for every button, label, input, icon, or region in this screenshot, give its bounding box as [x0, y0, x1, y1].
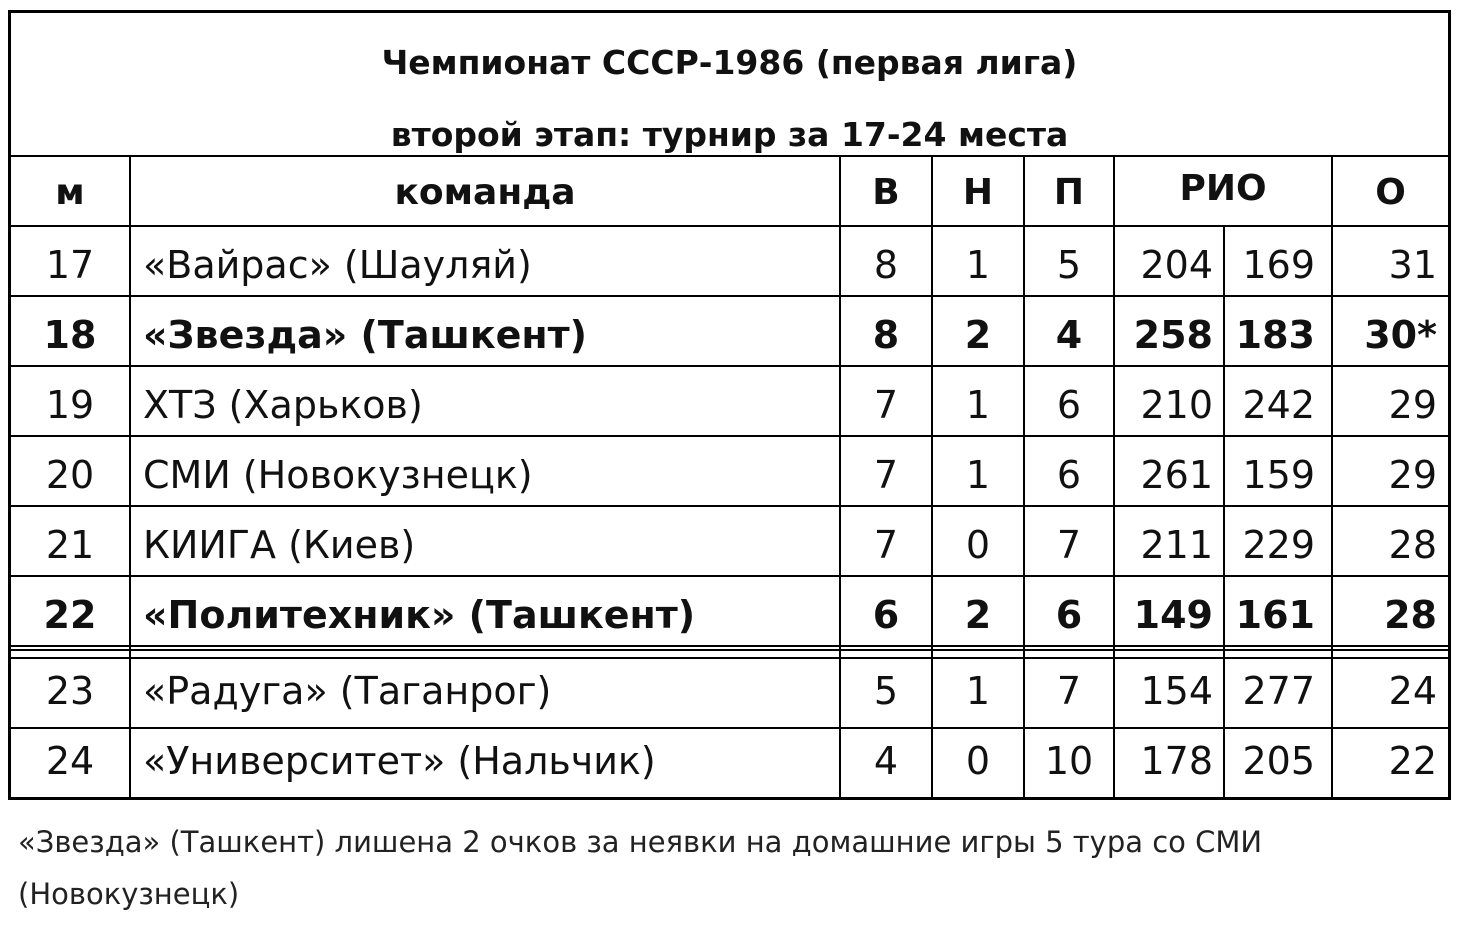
losses-cell: 6	[1056, 383, 1082, 427]
row-separator	[11, 365, 1448, 367]
scored-cell: 261	[1140, 453, 1213, 497]
points-cell: 28	[1388, 523, 1437, 567]
losses-cell: 7	[1056, 523, 1082, 567]
points-cell: 28	[1384, 593, 1437, 637]
title-separator	[11, 155, 1448, 157]
place-cell: 19	[45, 383, 95, 427]
wins-cell: 4	[873, 739, 899, 783]
points-cell: 30*	[1364, 313, 1437, 357]
points-cell: 29	[1388, 453, 1437, 497]
wins-cell: 8	[873, 243, 899, 287]
row-separator	[11, 645, 1448, 647]
team-cell: СМИ (Новокузнецк)	[143, 453, 533, 497]
points-cell: 24	[1388, 669, 1437, 713]
team-cell: «Звезда» (Ташкент)	[143, 313, 588, 357]
row-separator	[11, 295, 1448, 297]
team-cell: «Вайрас» (Шауляй)	[143, 243, 532, 287]
draws-cell: 1	[965, 383, 991, 427]
conceded-cell: 242	[1242, 383, 1315, 427]
conceded-cell: 159	[1242, 453, 1315, 497]
team-cell: «Радуга» (Таганрог)	[143, 669, 552, 713]
place-cell: 21	[45, 523, 95, 567]
column-divider	[129, 155, 131, 797]
conceded-cell: 161	[1235, 593, 1315, 637]
team-cell: КИИГА (Киев)	[143, 523, 416, 567]
team-cell: «Университет» (Нальчик)	[143, 739, 656, 783]
header-points: О	[1375, 172, 1406, 213]
place-cell: 18	[43, 313, 97, 357]
table-subtitle: второй этап: турнир за 17-24 места	[390, 115, 1069, 154]
row-separator	[11, 435, 1448, 437]
draws-cell: 0	[965, 739, 991, 783]
wins-cell: 7	[873, 523, 899, 567]
row-separator	[11, 727, 1448, 729]
header-draws: Н	[962, 172, 994, 213]
scored-cell: 149	[1133, 593, 1213, 637]
draws-cell: 1	[965, 453, 991, 497]
conceded-cell: 205	[1242, 739, 1315, 783]
draws-cell: 1	[965, 243, 991, 287]
points-cell: 29	[1388, 383, 1437, 427]
losses-cell: 5	[1056, 243, 1082, 287]
points-cell: 31	[1388, 243, 1437, 287]
conceded-cell: 229	[1242, 523, 1315, 567]
wins-cell: 6	[872, 593, 900, 637]
conceded-cell: 183	[1235, 313, 1315, 357]
scored-cell: 178	[1140, 739, 1213, 783]
scored-cell: 211	[1140, 523, 1213, 567]
draws-cell: 2	[964, 593, 992, 637]
place-cell: 24	[45, 739, 95, 783]
header-team: команда	[394, 172, 576, 213]
relegation-separator	[11, 649, 1448, 651]
losses-cell: 10	[1044, 739, 1094, 783]
standings-table	[8, 10, 1451, 800]
scored-cell: 204	[1140, 243, 1213, 287]
place-cell: 23	[45, 669, 95, 713]
points-cell: 22	[1388, 739, 1437, 783]
team-cell: «Политехник» (Ташкент)	[143, 593, 696, 637]
header-losses: П	[1053, 172, 1085, 213]
draws-cell: 0	[965, 523, 991, 567]
header-ratio: РИО	[1179, 168, 1267, 209]
row-separator	[11, 505, 1448, 507]
losses-cell: 6	[1056, 453, 1082, 497]
draws-cell: 1	[965, 669, 991, 713]
conceded-cell: 277	[1242, 669, 1315, 713]
losses-cell: 7	[1056, 669, 1082, 713]
draws-cell: 2	[964, 313, 992, 357]
team-cell: ХТЗ (Харьков)	[143, 383, 423, 427]
place-cell: 20	[45, 453, 95, 497]
row-separator	[11, 575, 1448, 577]
place-cell: 22	[43, 593, 97, 637]
losses-cell: 4	[1055, 313, 1083, 357]
scored-cell: 258	[1133, 313, 1213, 357]
footnote: «Звезда» (Ташкент) лишена 2 очков за неявки на домашние игры 5 тура со СМИ (Новокузнецк)	[18, 825, 1263, 911]
conceded-cell: 169	[1242, 243, 1315, 287]
wins-cell: 7	[873, 453, 899, 497]
header-place: м	[55, 172, 85, 213]
wins-cell: 7	[873, 383, 899, 427]
scored-cell: 154	[1140, 669, 1213, 713]
place-cell: 17	[45, 243, 95, 287]
losses-cell: 6	[1055, 593, 1083, 637]
header-wins: В	[872, 172, 900, 213]
scored-cell: 210	[1140, 383, 1213, 427]
relegation-separator	[11, 657, 1448, 659]
header-separator	[11, 225, 1448, 227]
table-title: Чемпионат СССР-1986 (первая лига)	[381, 43, 1078, 82]
wins-cell: 8	[872, 313, 900, 357]
wins-cell: 5	[873, 669, 899, 713]
